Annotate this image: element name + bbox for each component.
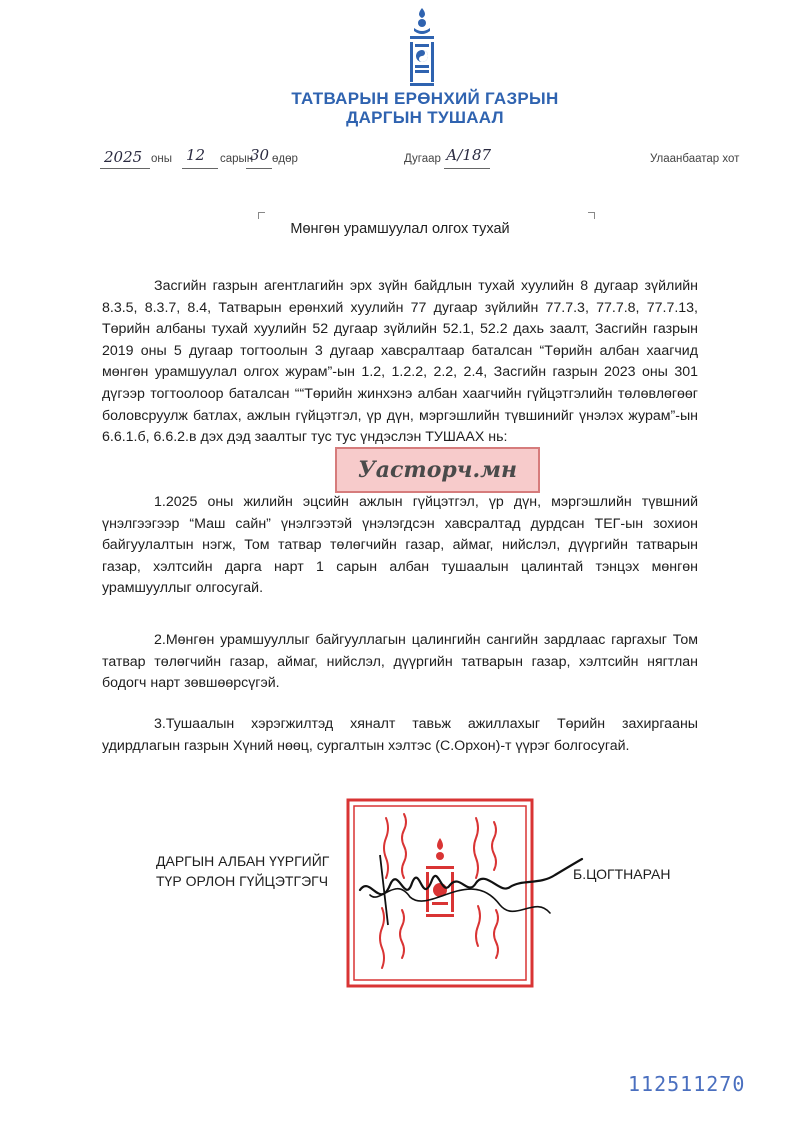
date-year-suffix: оны	[151, 153, 173, 165]
corner-mark	[258, 212, 265, 219]
body-paragraph: 1.2025 оны жилийн эцсийн ажлын гүйцэтгэл, үр дүн, мэргэшлийн түвшний үнэлгээгээр “Маш сайн” үнэлгээтэй үнэлэгдсэн хавсралтад дурдсан ТЕГ-ын зохион байгуулалтын нэгж, Том татвар төлөгчийн газар, аймаг, нийслэл, дүүргийн татварын газар, хэлтсийн дарга нарт 1 сарын албан тушаалын цалинтай тэнцэх мөнгөн урамшууллыг олгосугай.	[102, 494, 698, 597]
signatory-name: Б.ЦОГТНАРАН	[573, 866, 671, 882]
serial-number: 112511270	[628, 1072, 746, 1096]
signatory-title: ТҮР ОРЛОН ГҮЙЦЭТГЭГЧ	[156, 873, 329, 889]
organization-title: ТАТВАРЫН ЕРӨНХИЙ ГАЗРЫН	[291, 89, 559, 108]
document-subject: Мөнгөн урамшуулал олгох тухай	[290, 221, 510, 237]
document-type-title: ДАРГЫН ТУШААЛ	[346, 108, 504, 127]
watermark: Уаcторч.мн	[335, 447, 540, 493]
signatory-title: ДАРГЫН АЛБАН ҮҮРГИЙГ	[156, 853, 330, 869]
city-label: Улаанбаатар хот	[650, 153, 740, 165]
document-meta-row	[0, 148, 800, 174]
body-paragraph: 3.Тушаалын хэрэгжилтэд хяналт тавьж ажиллахыг Төрийн захиргааны удирдлагын газрын Хүний нөөц, сургалтын хэлтэс (С.Орхон)-т үүрэг болгосугай.	[102, 716, 698, 754]
order-number-label: Дугаар	[404, 153, 441, 165]
date-month: 12	[186, 146, 206, 164]
date-month-suffix: сарын	[220, 153, 254, 165]
corner-mark	[588, 212, 595, 219]
body-paragraph: Засгийн газрын агентлагийн эрх зүйн байдлын тухай хуулийн 8 дугаар зүйлийн 8.3.5, 8.3.7, 8.4, Татварын ерөнхий хуулийн 77 дугаар зүйлийн 77.7.3, 77.7.8, 77.7.13, Төрийн албаны тухай хуулийн 52 дугаар зүйлийн 52.1, 52.2 дахь заалт, Засгийн газрын 2019 оны 5 дугаар тогтоолын 3 дугаар хавсралтаар баталсан “Төрийн албан хаагчид мөнгөн урамшуулал олгох журам”-ын 1.2, 1.2.2, 2.2, 2.4, Засгийн газрын 2023 оны 301 дүгээр тогтоолоор баталсан ““Төрийн жинхэнэ албан хаагчийн гүйцэтгэлийн төлөвлөгөөг боловсруулж батлах, ажлын гүйцэтгэл, үр дүн, мэргэшлийн түвшинийг үнэлэх журам”-ын 6.6.1.б, 6.6.2.в дэх дэд заалтыг тус тус үндэслэн ТУШААХ нь:	[102, 278, 698, 446]
date-day: 30	[250, 146, 270, 164]
body-paragraph: 2.Мөнгөн урамшууллыг байгууллагын цалингийн сангийн зардлаас гаргахыг Том татвар төлөгчийн газар, аймаг, нийслэл, дүүргийн татварын газар, хэлтсийн нягтлан бодогч нарт зөвшөөрсүгэй.	[102, 632, 698, 692]
signature-icon	[350, 835, 590, 945]
soyombo-emblem-icon	[398, 6, 446, 88]
date-day-suffix: өдөр	[272, 153, 298, 165]
date-year: 2025	[104, 148, 143, 166]
order-number: А/187	[446, 146, 492, 164]
